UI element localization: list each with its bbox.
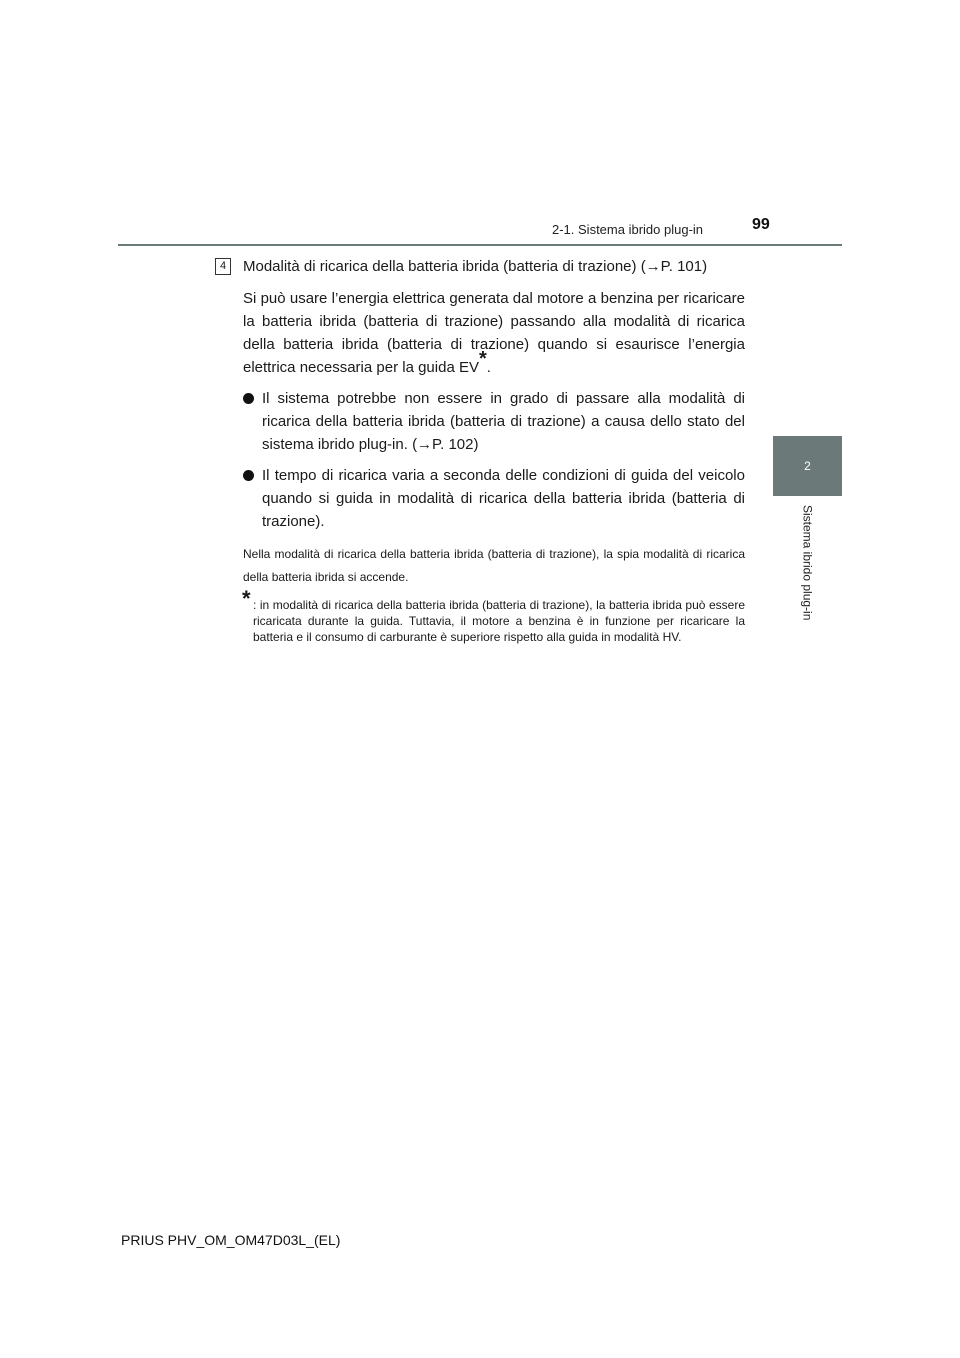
- item-heading-text: Modalità di ricarica della batteria ibrida (batteria di trazione) (→P. 101): [243, 258, 708, 275]
- footnote-mark: *: [242, 586, 251, 611]
- bullet-text: Il tempo di ricarica varia a seconda delle condizioni di guida del veicolo quando si guida in modalità di ricarica della batteria ibrida (batteria di trazione).: [262, 467, 745, 530]
- chapter-title: Sistema ibrido plug-in: [800, 505, 815, 621]
- footnote-reference-mark: *: [478, 348, 487, 370]
- header-divider: [118, 244, 842, 246]
- chapter-side-label: [773, 505, 842, 635]
- bullet-item: [243, 464, 745, 533]
- footer-document-code: PRIUS PHV_OM_OM47D03L_(EL): [121, 1232, 341, 1248]
- item-paragraph: [243, 287, 745, 379]
- item-paragraph-end: .: [486, 359, 491, 376]
- item-heading: [215, 255, 745, 279]
- bullet-dot-icon: [243, 470, 254, 481]
- footnote: [242, 586, 745, 645]
- item-number-box: 4: [215, 258, 231, 275]
- bullet-text: Il sistema potrebbe non essere in grado di passare alla modalità di ricarica della batteria ibrida (batteria di trazione) a causa dello stato del sistema ibrido plug-in. (→P. 102): [262, 390, 745, 453]
- bullet-item: [243, 387, 745, 456]
- page-content: [215, 255, 745, 645]
- chapter-tab: [773, 436, 842, 496]
- footnote-text: : in modalità di ricarica della batteria ibrida (batteria di trazione), la batteria ibrida può essere ricaricata durante la guida. Tuttavia, il motore a benzina è in funzione per ricaricare la batteria e il consumo di carburante è superiore rispetto alla guida in modalità HV.: [253, 598, 745, 644]
- chapter-number: 2: [804, 459, 811, 473]
- page-number: 99: [752, 216, 770, 233]
- bullet-dot-icon: [243, 393, 254, 404]
- header-section-title: 2-1. Sistema ibrido plug-in: [552, 222, 704, 237]
- item-note: Nella modalità di ricarica della batteria ibrida (batteria di trazione), la spia modalità di ricarica della batteria ibrida si accende.: [243, 547, 745, 584]
- item-paragraph-text: Si può usare l’energia elettrica generata dal motore a benzina per ricaricare la batteria ibrida (batteria di trazione) passando alla modalità di ricarica della batteria ibrida (batteria di trazione) quando si esaurisce l’energia elettrica necessaria per la guida EV: [243, 290, 745, 376]
